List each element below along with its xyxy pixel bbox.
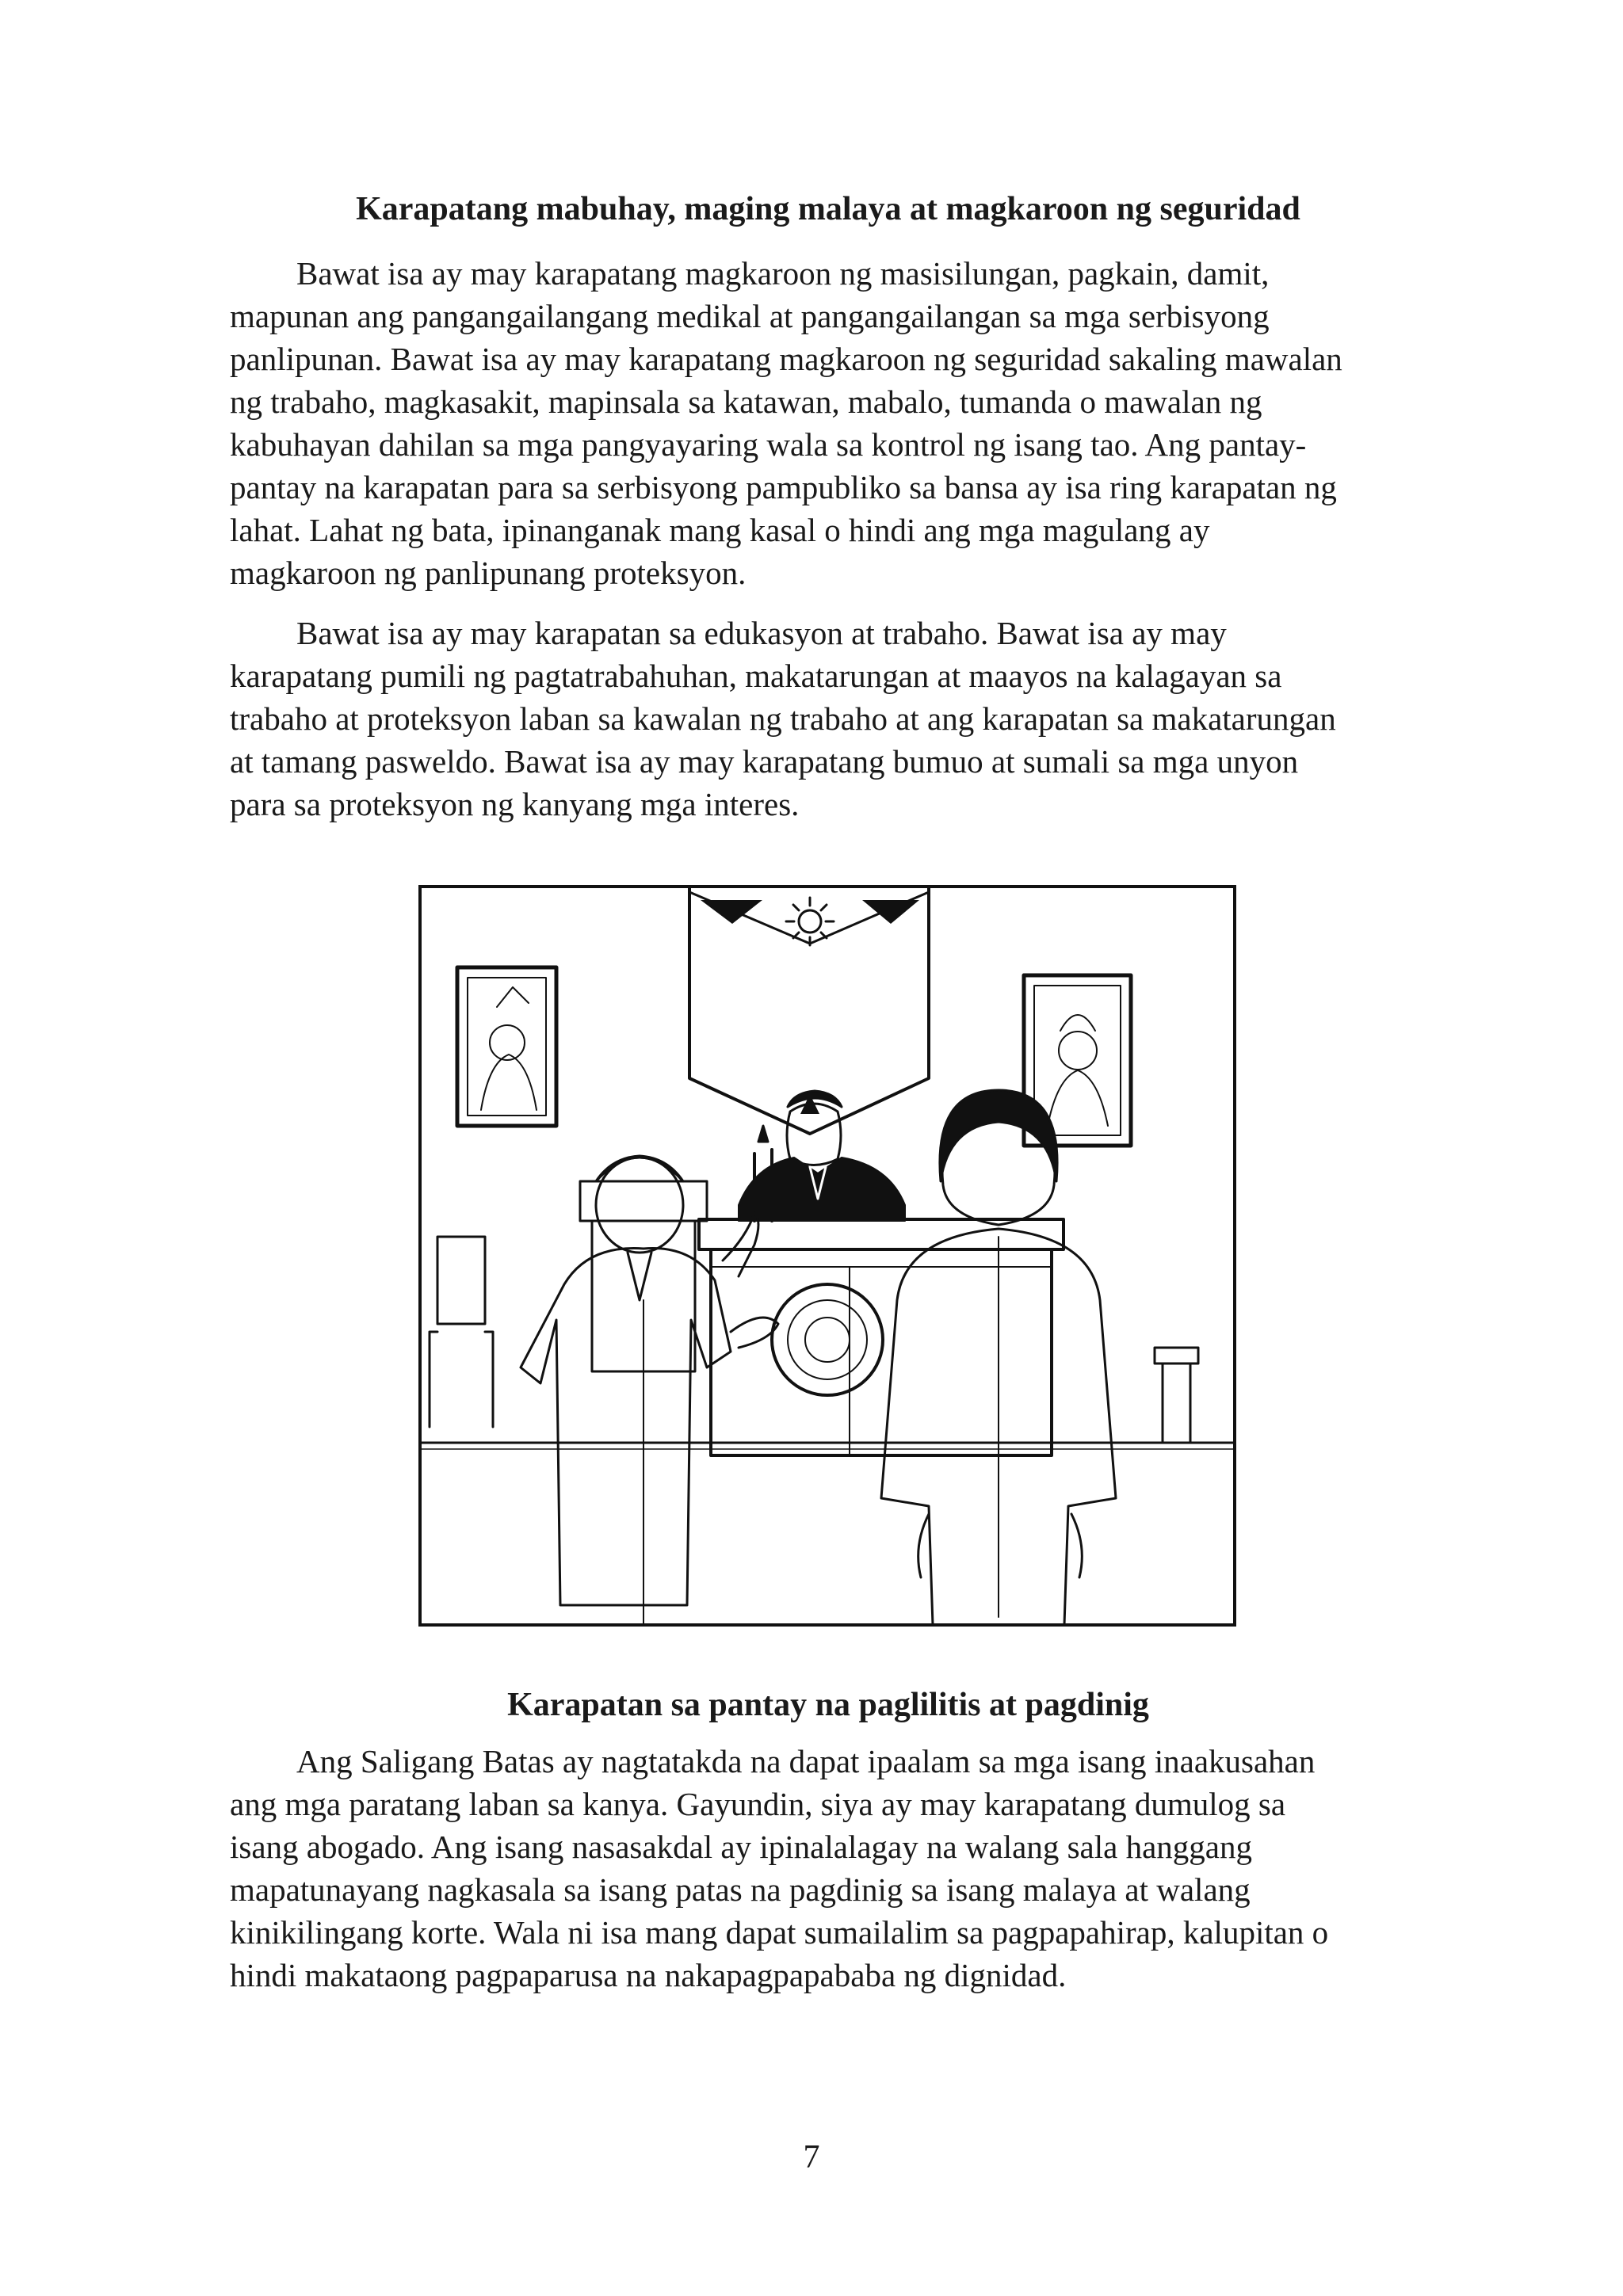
paragraph: [230, 612, 1426, 826]
paragraph: [230, 1740, 1426, 1997]
text-line: kabuhayan dahilan sa mga pangyayaring wala sa kontrol ng isang tao. Ang pantay-: [230, 426, 1307, 463]
text-line: Ang Saligang Batas ay nagtatakda na dapat ipaalam sa mga isang inaakusahan: [296, 1743, 1316, 1779]
judge: [739, 1091, 905, 1221]
courtroom-illustration: [418, 885, 1236, 1627]
defendant-figure: [881, 1090, 1116, 1623]
text-line: at tamang pasweldo. Bawat isa ay may karapatang bumuo at sumali sa mga unyon: [230, 743, 1299, 780]
text-line: mapunan ang pangangailangang medikal at pangangailangan sa mga serbisyong: [230, 298, 1270, 334]
text-line: lahat. Lahat ng bata, ipinanganak mang kasal o hindi ang mga magulang ay: [230, 512, 1210, 548]
text-line: panlipunan. Bawat isa ay may karapatang magkaroon ng seguridad sakaling mawalan: [230, 341, 1342, 377]
text-line: trabaho at proteksyon laban sa kawalan ng trabaho at ang karapatan sa makatarungan: [230, 700, 1336, 737]
left-portrait: [457, 967, 556, 1126]
text-line: kinikilingang korte. Wala ni isa mang dapat sumailalim sa pagpapahirap, kalupitan o: [230, 1914, 1329, 1951]
text-line: isang abogado. Ang isang nasasakdal ay ipinalalagay na walang sala hanggang: [230, 1829, 1252, 1865]
section-title: Karapatan sa pantay na paglilitis at pagdinig: [507, 1687, 1149, 1723]
text-line: magkaroon ng panlipunang proteksyon.: [230, 555, 747, 591]
text-line: pantay na karapatan para sa serbisyong pampubliko sa bansa ay isa ring karapatan ng: [230, 469, 1337, 505]
lawyer-figure: [521, 1156, 778, 1623]
text-line: mapatunayang nagkasala sa isang patas na pagdinig sa isang malaya at walang: [230, 1871, 1251, 1908]
text-line: Bawat isa ay may karapatang magkaroon ng masisilungan, pagkain, damit,: [296, 255, 1270, 292]
judge-bench: [699, 1219, 1064, 1455]
text-line: ang mga paratang laban sa kanya. Gayundin, siya ay may karapatang dumulog sa: [230, 1786, 1286, 1822]
text-line: ng trabaho, magkasakit, mapinsala sa katawan, mabalo, tumanda o mawalan ng: [230, 383, 1262, 420]
paragraph: [230, 252, 1426, 594]
text-line: karapatang pumili ng pagtatrabahuhan, makatarungan at maayos na kalagayan sa: [230, 658, 1282, 694]
text-line: hindi makataong pagpaparusa na nakapagpapababa ng dignidad.: [230, 1957, 1067, 1993]
section-title: Karapatang mabuhay, maging malaya at magkaroon ng seguridad: [356, 191, 1300, 227]
side-stand: [1155, 1348, 1198, 1443]
page-number: 7: [803, 2139, 820, 2176]
text-line: Bawat isa ay may karapatan sa edukasyon at trabaho. Bawat isa ay may: [296, 615, 1227, 651]
text-line: para sa proteksyon ng kanyang mga interes.: [230, 786, 800, 822]
side-desk: [430, 1181, 707, 1427]
